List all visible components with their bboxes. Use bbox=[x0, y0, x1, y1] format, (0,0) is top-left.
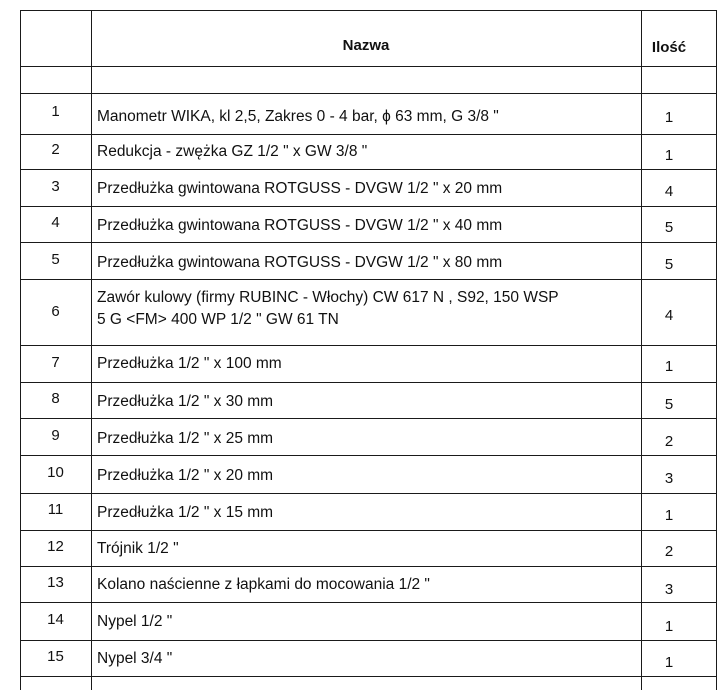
row-name: Kolano naścienne z łapkami do mocowania 1/2 " bbox=[97, 575, 430, 593]
row-qty: 3 bbox=[664, 580, 674, 598]
grid-line bbox=[20, 93, 717, 94]
row-qty: 1 bbox=[664, 506, 674, 524]
grid-line bbox=[20, 640, 717, 641]
row-qty: 1 bbox=[664, 146, 674, 164]
grid-line bbox=[20, 66, 717, 67]
row-name: Trójnik 1/2 " bbox=[97, 539, 179, 557]
row-qty: 1 bbox=[664, 357, 674, 375]
row-qty: 5 bbox=[664, 255, 674, 273]
row-number: 3 bbox=[51, 177, 60, 195]
row-name: Redukcja - zwężka GZ 1/2 " x GW 3/8 " bbox=[97, 142, 368, 160]
grid-line bbox=[20, 455, 717, 456]
row-number: 7 bbox=[51, 353, 60, 371]
row-number: 6 bbox=[51, 302, 60, 320]
row-qty: 1 bbox=[664, 108, 674, 126]
row-number: 9 bbox=[51, 426, 60, 444]
row-qty: 3 bbox=[664, 469, 674, 487]
row-qty: 5 bbox=[664, 218, 674, 236]
row-name: Przedłużka 1/2 " x 25 mm bbox=[97, 429, 274, 447]
row-qty: 2 bbox=[664, 432, 674, 450]
row-name: Przedłużka 1/2 " x 15 mm bbox=[97, 503, 274, 521]
row-name: Nypel 3/4 " bbox=[97, 649, 173, 667]
grid-line bbox=[20, 206, 717, 207]
row-name: Przedłużka 1/2 " x 100 mm bbox=[97, 354, 282, 372]
grid-line bbox=[91, 10, 92, 690]
row-number: 14 bbox=[47, 610, 64, 628]
row-qty: 5 bbox=[664, 395, 674, 413]
row-number: 5 bbox=[51, 250, 60, 268]
row-number: 4 bbox=[51, 213, 60, 231]
row-number: 13 bbox=[47, 573, 64, 591]
column-header-qty: Ilość bbox=[651, 38, 687, 56]
grid-line bbox=[20, 602, 717, 603]
grid-line bbox=[20, 169, 717, 170]
grid-line bbox=[20, 345, 717, 346]
row-number: 15 bbox=[47, 647, 64, 665]
row-name: Przedłużka gwintowana ROTGUSS - DVGW 1/2 " x 80 mm bbox=[97, 253, 503, 271]
grid-line bbox=[20, 418, 717, 419]
row-number: 8 bbox=[51, 389, 60, 407]
row-name: Zawór kulowy (firmy RUBINC - Włochy) CW 617 N , S92, 150 WSP bbox=[97, 288, 559, 306]
row-name: Nypel 1/2 " bbox=[97, 612, 173, 630]
row-qty: 2 bbox=[664, 542, 674, 560]
grid-line bbox=[20, 530, 717, 531]
grid-line bbox=[716, 10, 717, 690]
row-number: 11 bbox=[47, 500, 64, 518]
column-header-name: Nazwa bbox=[342, 36, 390, 54]
row-qty: 4 bbox=[664, 306, 674, 324]
grid-line bbox=[20, 134, 717, 135]
grid-line bbox=[20, 10, 717, 11]
grid-line bbox=[20, 279, 717, 280]
grid-line bbox=[20, 676, 717, 677]
row-name: Przedłużka gwintowana ROTGUSS - DVGW 1/2 " x 40 mm bbox=[97, 216, 503, 234]
row-number: 12 bbox=[47, 537, 64, 555]
row-number: 2 bbox=[51, 140, 60, 158]
grid-line bbox=[20, 493, 717, 494]
row-name: Przedłużka 1/2 " x 20 mm bbox=[97, 466, 274, 484]
grid-line bbox=[20, 382, 717, 383]
row-number: 10 bbox=[47, 463, 64, 481]
row-name: Przedłużka gwintowana ROTGUSS - DVGW 1/2 " x 20 mm bbox=[97, 179, 503, 197]
row-number: 1 bbox=[51, 102, 60, 120]
row-name: Przedłużka 1/2 " x 30 mm bbox=[97, 392, 274, 410]
row-name: Manometr WIKA, kl 2,5, Zakres 0 - 4 bar, ϕ 63 mm, G 3/8 " bbox=[97, 107, 499, 125]
grid-line bbox=[20, 566, 717, 567]
row-qty: 1 bbox=[664, 617, 674, 635]
row-qty: 4 bbox=[664, 182, 674, 200]
grid-line bbox=[20, 242, 717, 243]
row-name-continued: 5 G <FM> 400 WP 1/2 " GW 61 TN bbox=[97, 310, 339, 328]
row-qty: 1 bbox=[664, 653, 674, 671]
